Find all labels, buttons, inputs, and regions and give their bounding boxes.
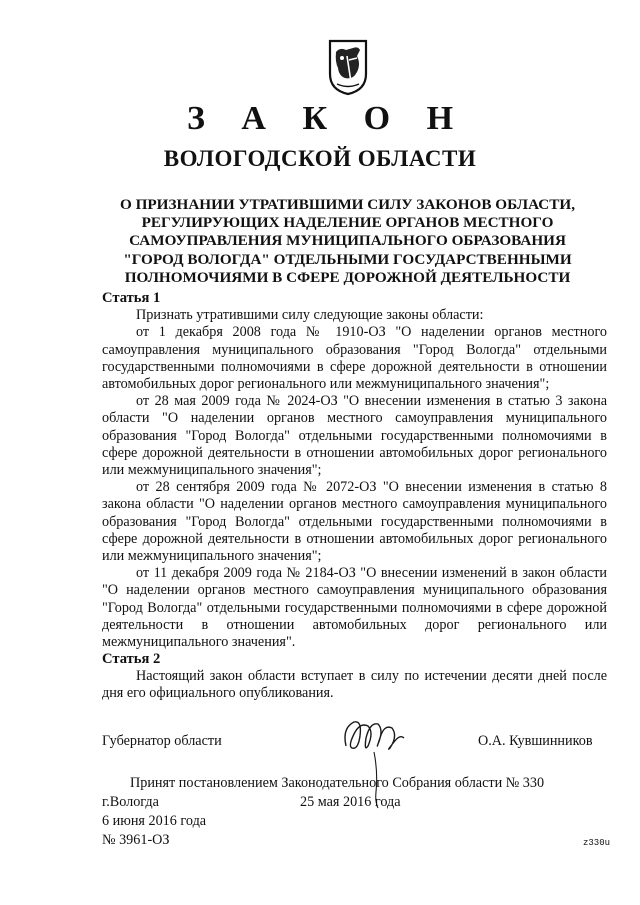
coat-of-arms-icon bbox=[327, 38, 369, 96]
article-1-heading: Статья 1 bbox=[102, 290, 161, 306]
law-item-2072: от 28 сентября 2009 года № 2072-ОЗ "О внесении изменения в статью 8 закона области "О наделении органов местного самоуправления муниципального образования "Город Вологда" отдельными государственными полномочиями в сфере дорожной деятельности в отношении автомобильных дорог регионального или межмуниципального значения"; bbox=[102, 479, 607, 565]
law-item-2184: от 11 декабря 2009 года № 2184-ОЗ "О внесении изменений в закон области "О наделении органов местного самоуправления муниципального образования "Город Вологда" отдельными государственными полномочиями в сфере дорожной деятельности в отношении автомобильных дорог регионального или межмуниципального значения". bbox=[102, 565, 607, 651]
subtitle-line: САМОУПРАВЛЕНИЯ МУНИЦИПАЛЬНОГО ОБРАЗОВАНИЯ bbox=[129, 232, 566, 250]
subtitle-line: ПОЛНОМОЧИЯМИ В СФЕРЕ ДОРОЖНОЙ ДЕЯТЕЛЬНОСТИ bbox=[124, 268, 571, 286]
article-1-intro: Признать утратившими силу следующие законы области: bbox=[136, 307, 484, 324]
signatory-name: О.А. Кувшинников bbox=[478, 733, 593, 749]
article-1 bbox=[102, 290, 607, 651]
signatory-position: Губернатор области bbox=[102, 733, 222, 749]
law-item-1910: от 1 декабря 2008 года № 1910-ОЗ "О наделении органов местного самоуправления муниципального образования "Город Вологда" отдельными государственными полномочиями в сфере дорожной деятельности в отношении автомобильных дорог регионального или межмуниципального значения"; bbox=[102, 324, 607, 393]
subtitle-line: О ПРИЗНАНИИ УТРАТИВШИМИ СИЛУ ЗАКОНОВ ОБЛАСТИ, bbox=[119, 196, 576, 213]
signing-place: г.Вологда bbox=[102, 794, 159, 810]
article-2 bbox=[102, 651, 607, 703]
adoption-date: 25 мая 2016 года bbox=[300, 794, 401, 810]
law-number: № 3961-ОЗ bbox=[102, 832, 170, 848]
document-type-title: З А К О Н bbox=[186, 100, 468, 137]
region-title: ВОЛОГОДСКОЙ ОБЛАСТИ bbox=[163, 146, 477, 171]
subtitle-line: "ГОРОД ВОЛОГДА" ОТДЕЛЬНЫМИ ГОСУДАРСТВЕННЫМИ bbox=[123, 250, 572, 268]
article-2-heading: Статья 2 bbox=[102, 651, 161, 667]
law-subtitle bbox=[95, 196, 600, 287]
law-date: 6 июня 2016 года bbox=[102, 813, 207, 829]
subtitle-line: РЕГУЛИРУЮЩИХ НАДЕЛЕНИЕ ОРГАНОВ МЕСТНОГО bbox=[141, 214, 554, 232]
article-2-text: Настоящий закон области вступает в силу по истечении десяти дней после дня его официального опубликования. bbox=[102, 668, 607, 702]
adoption-note: Принят постановлением Законодательного Собрания области № 330 bbox=[130, 775, 545, 791]
law-item-2024: от 28 мая 2009 года № 2024-ОЗ "О внесении изменения в статью 3 закона области "О наделении органов местного самоуправления муниципального образования "Город Вологда" отдельными государственными полномочиями в сфере дорожной деятельности в отношении автомобильных дорог регионального или межмуниципального значения"; bbox=[102, 393, 607, 479]
document-code: z330u bbox=[583, 838, 611, 848]
